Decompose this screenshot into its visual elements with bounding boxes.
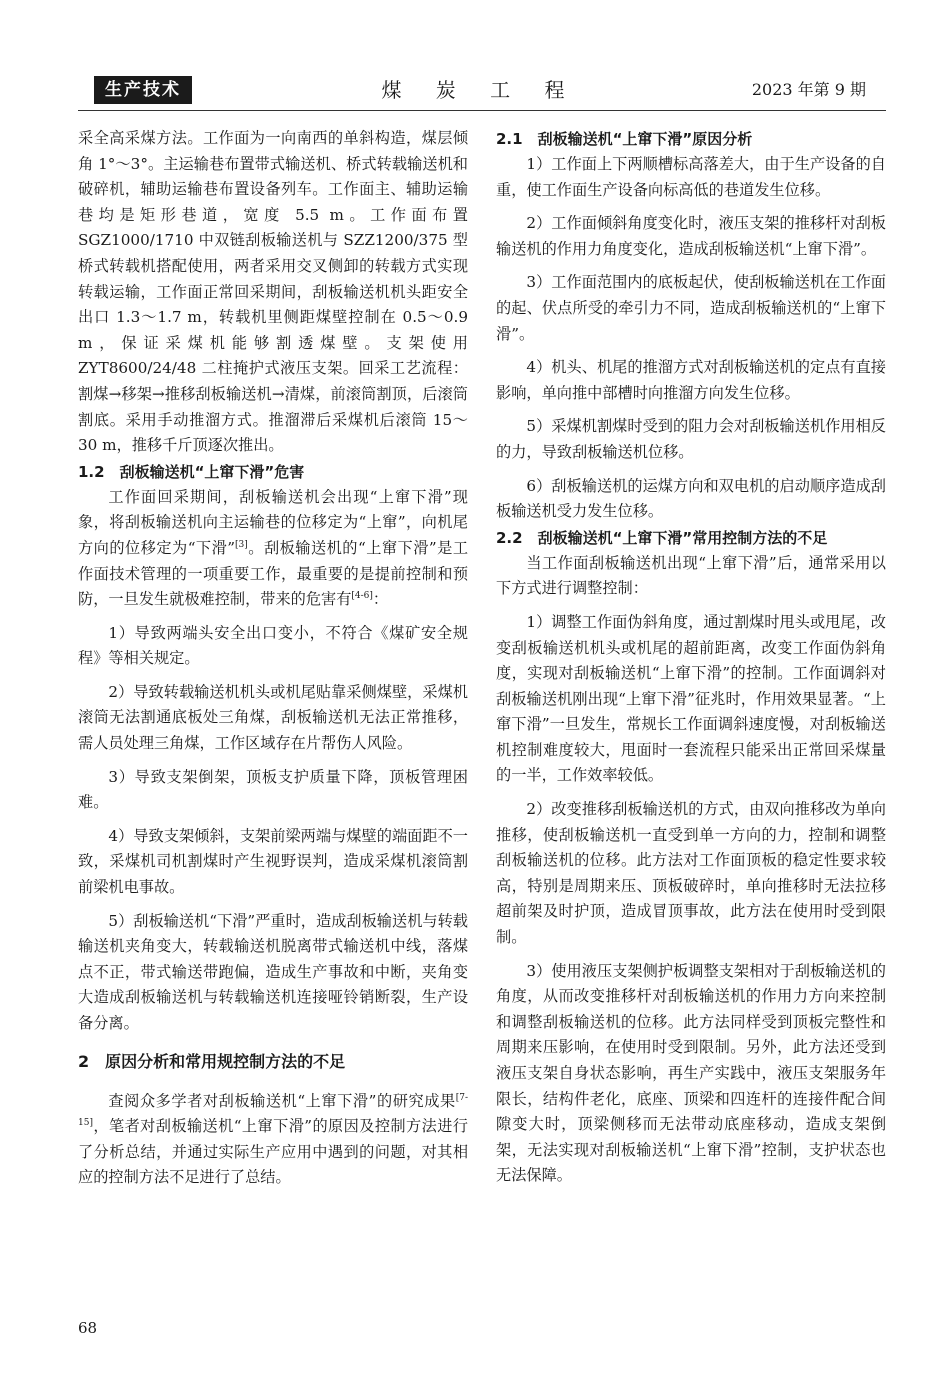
section-heading-2: 2 原因分析和常用规控制方法的不足 [78,1051,346,1071]
section-2-text-a: 查阅众多学者对刮板输送机“上窜下滑”的研究成果 [108,1091,456,1110]
cause-item-2: 2）工作面倾斜角度变化时，液压支架的推移杆对刮板输送机的作用力角度变化，造成刮板输送机“上窜下滑”。 [496,214,886,258]
header-rule [78,110,886,111]
section-heading-1-2: 1.2 刮板输送机“上窜下滑”危害 [78,462,305,481]
section-heading-2-1: 2.1 刮板输送机“上窜下滑”原因分析 [496,130,753,148]
section-2-paragraph [78,1089,468,1191]
cause-item-4: 4）机头、机尾的推溜方式对刮板输送机的定点有直接影响，单向推中部槽时向推溜方向发生位移。 [496,358,886,402]
citation-7-15: [7-15] [78,1092,468,1129]
hazard-intro-text-a: 工作面回采期间，刮板输送机会出现“上窜下滑”现象，将刮板输送机向主运输巷的位移定为“上窜”，向机尾方向的位移定为“下滑” [78,487,468,557]
citation-4-6: [4-6] [351,591,373,602]
intro-paragraph: 采全高采煤方法。工作面为一向南西的单斜构造，煤层倾角 1°～3°。主运输巷布置带式输送机、桥式转载输送机和破碎机，辅助运输巷布置设备列车。工作面主、辅助运输巷均是矩形巷道，宽度 5.5 m。工作面布置 SGZ1000/1710 中双链刮板输送机与 SZZ1200/375 型桥式转载机搭配使用，两者采用交叉侧卸的转载方式实现转载运输，工作面正常回采期间，刮板输送机机头距安全出口 1.3～1.7 m，转载机里侧距煤壁控制在 0.5～0.9 m，保证采煤机能够割透煤壁。支架使用 ZYT8600/24/48 二柱掩护式液压支架。回采工艺流程：割煤→移架→推移刮板输送机→清煤，前滚筒割顶，后滚筒割底。采用手动推溜方式。推溜滞后采煤机后滚筒 15～30 m，推移千斤顶逐次推出。 [78,129,468,455]
hazard-item-1: 1）导致两端头安全出口变小，不符合《煤矿安全规程》等相关规定。 [78,623,468,668]
hazard-intro-paragraph [78,485,468,613]
left-column [78,126,468,1191]
hazard-item-4: 4）导致支架倾斜，支架前梁两端与煤壁的端面距不一致，采煤机司机割煤时产生视野误判，造成采煤机滚筒割前梁机电事故。 [78,826,468,897]
cause-item-6: 6）刮板输送机的运煤方向和双电机的启动顺序造成刮板输送机受力发生位移。 [496,476,886,521]
hazard-item-5: 5）刮板输送机“下滑”严重时，造成刮板输送机与转载输送机夹角变大，转载输送机脱离带式输送机中线，落煤点不正，带式输送带跑偏，造成生产事故和中断，夹角变大造成刮板输送机与转载输送机连接哑铃销断裂，生产设备分离。 [78,911,468,1032]
hazard-intro-text-b: 。刮板输送机的“上窜下滑”是工作面技术管理的一项重要工作，最重要的是提前控制和预防，一旦发生就极难控制，带来的危害有 [78,538,469,609]
method-item-2: 2）改变推移刮板输送机的方式，由双向推移改为单向推移，使刮板输送机一直受到单一方向的力，控制和调整刮板输送机的位移。此方法对工作面顶板的稳定性要求较高，特别是周期来压、顶板破碎时，单向推移时无法拉移超前架及时护顶，造成冒顶事故，此方法在使用时受到限制。 [496,800,886,947]
method-intro-paragraph: 当工作面刮板输送机出现“上窜下滑”后，通常采用以下方式进行调整控制： [496,553,886,598]
section-heading-2-2: 2.2 刮板输送机“上窜下滑”常用控制方法的不足 [496,528,828,547]
right-column [496,126,886,1189]
method-item-1: 1）调整工作面伪斜角度，通过割煤时甩头或甩尾，改变刮板输送机机头或机尾的超前距离，改变工作面伪斜角度，实现对刮板输送机“上窜下滑”的控制。工作面调斜对刮板输送机刚出现“上窜下滑”征兆时，作用效果显著。“上窜下滑”一旦发生，常规长工作面调斜速度慢，对刮板输送机控制难度较大，甩面时一套流程只能采出正常回采煤量的一半，工作效率较低。 [496,612,886,785]
method-item-3: 3）使用液压支架侧护板调整支架相对于刮板输送机的角度，从而改变推移杆对刮板输送机的作用力方向来控制和调整刮板输送机的位移。此方法同样受到顶板完整性和周期来压影响，在使用时受到限制。另外，此方法还受到液压支架自身状态影响，再生产实践中，液压支架服务年限长，结构件老化，底座、顶梁和四连杆的连接件配合间隙变大时，顶梁侧移而无法带动底座移动，造成支架倒架，无法实现对刮板输送机“上窜下滑”控制，支护状态也无法保障。 [496,961,886,1185]
section-2-text-b: ，笔者对刮板输送机“上窜下滑”的原因及控制方法进行了分析总结，并通过实际生产应用中遇到的问题，对其相应的控制方法不足进行了总结。 [78,1117,468,1187]
page-header [0,0,950,115]
issue-label: 2023 年第 9 期 [751,80,866,99]
cause-item-5: 5）采煤机割煤时受到的阻力会对刮板输送机作用相反的力，导致刮板输送机位移。 [496,417,886,461]
section-badge: 生产技术 [94,76,192,104]
hazard-item-3: 3）导致支架倒架，顶板支护质量下降，顶板管理困难。 [78,767,468,812]
cause-item-3: 3）工作面范围内的底板起伏，使刮板输送机在工作面的起、伏点所受的牵引力不同，造成刮板输送机的“上窜下滑”。 [496,273,886,343]
hazard-item-2: 2）导致转载输送机机头或机尾贴靠采侧煤壁，采煤机滚筒无法割通底板处三角煤，刮板输送机无法正常推移，需人员处理三角煤，工作区域存在片帮伤人风险。 [78,682,468,753]
hazard-intro-text-c: ： [372,590,389,609]
page-number: 68 [78,1319,98,1337]
citation-3: [3] [235,539,248,550]
journal-title: 煤 炭 工 程 [381,78,579,102]
cause-item-1: 1）工作面上下两顺槽标高落差大，由于生产设备的自重，使工作面生产设备向标高低的巷道发生位移。 [496,155,886,199]
